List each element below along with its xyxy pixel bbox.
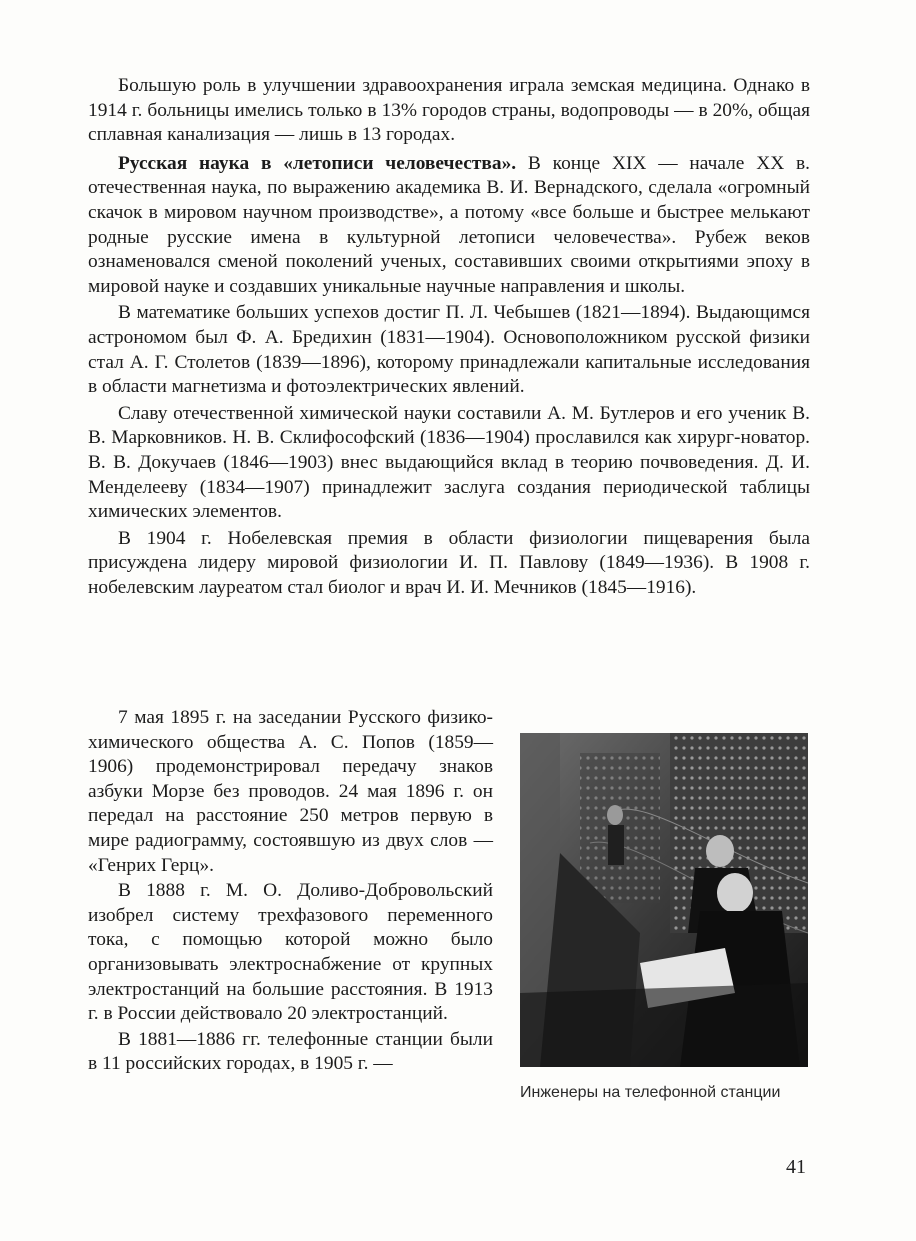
telephone-station-photo <box>520 733 808 1067</box>
main-text <box>88 74 810 600</box>
photo-caption: Инженеры на телефонной станции <box>520 1084 781 1101</box>
page-number: 41 <box>786 1156 806 1178</box>
paragraph-three-phase: В 1888 г. М. О. Доливо-Добровольский изобрел систему трехфазового переменного тока, с помощью которой можно было организовывать электроснабжение от крупных электростанций на большие расстояния. В 1913 г. в России действовало 20 электростанций. <box>88 880 493 1025</box>
column-text <box>88 706 493 1077</box>
paragraph-science-intro: Русская наука в «летописи человечества». В конце XIX — начале XX в. отечественная наука, по выражению академика В. И. Вернадского, сделала «огромный скачок в мировом научном производстве», а потому «все больше и быстрее мелькают родные русские имена в культурной летописи человечества». Рубеж веков ознаменовался сменой поколений ученых, составивших своими открытиями эпоху в мировой науке и создавших уникальные научные направления и школы. <box>88 152 810 297</box>
paragraph-math-physics: В математике больших успехов достиг П. Л. Чебышев (1821—1894). Выдающимся астрономом был Ф. А. Бредихин (1831—1904). Основоположником русской физики стал А. Г. Столетов (1839—1896), которому принадлежали капитальные исследования в области магнетизма и фотоэлектрических явлений. <box>88 302 810 398</box>
paragraph-medicine: Большую роль в улучшении здравоохранения играла земская медицина. Однако в 1914 г. больницы имелись только в 13% городов страны, водопроводы — в 20%, общая сплавная канализация — лишь в 13 городах. <box>88 75 810 146</box>
photo-illustration <box>520 733 808 1067</box>
paragraph-nobel: В 1904 г. Нобелевская премия в области физиологии пищеварения была присуждена лидеру мировой физиологии И. П. Павлову (1849—1936). В 1908 г. нобелевским лауреатом стал биолог и врач И. И. Мечников (1845—1916). <box>88 527 810 598</box>
paragraph-popov: 7 мая 1895 г. на заседании Русского физико-химического общества А. С. Попов (1859—1906) продемонстрировал передачу знаков азбуки Морзе без проводов. 24 мая 1896 г. он передал на расстояние 250 метров первую в мире радиограмму, состоявшую из двух слов — «Генрих Герц». <box>88 707 493 876</box>
paragraph-telephone: В 1881—1886 гг. телефонные станции были в 11 российских городах, в 1905 г. — <box>88 1028 493 1075</box>
paragraph-chemistry: Славу отечественной химической науки составили А. М. Бутлеров и его ученик В. В. Марковников. Н. В. Склифософский (1836—1904) прославился как хирург-новатор. В. В. Докучаев (1846—1903) внес выдающийся вклад в теорию почвоведения. Д. И. Менделееву (1834—1907) принадлежит заслуга создания периодической таблицы химических элементов. <box>88 402 810 523</box>
section-heading: Русская наука в «летописи человечества». <box>118 152 517 174</box>
